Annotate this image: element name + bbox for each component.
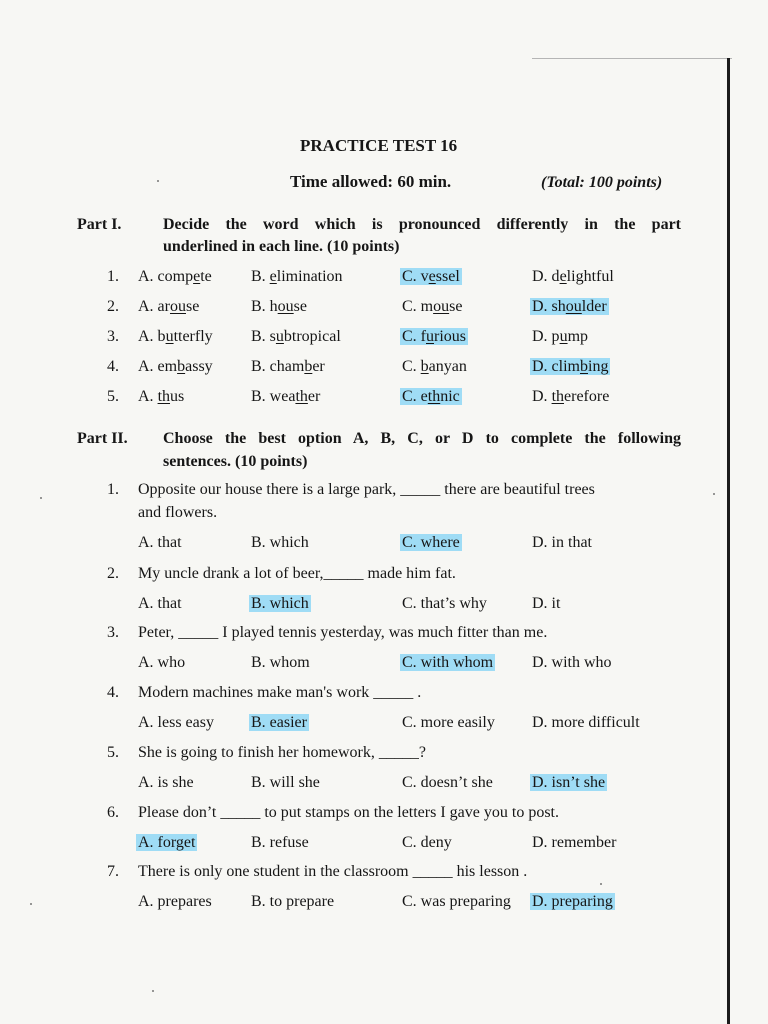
- option-text: C. doesn’t she: [402, 774, 493, 791]
- scan-speck: [600, 883, 602, 885]
- answer-option: [251, 652, 310, 674]
- option-text: A. less easy: [138, 714, 214, 731]
- scan-speck: [713, 493, 715, 495]
- option-suffix: er: [307, 388, 321, 405]
- underlined-part: e: [193, 268, 201, 285]
- underlined-part: b: [420, 358, 429, 375]
- option-suffix: anyan: [428, 358, 467, 375]
- pronunciation-option: [532, 266, 614, 288]
- question-text: Modern machines make man's work _____ .: [138, 684, 422, 701]
- option-text: [532, 388, 609, 405]
- answer-option: [532, 532, 592, 554]
- underlined-part: u: [275, 328, 284, 345]
- pronunciation-option: [138, 356, 213, 378]
- question-number: 6.: [107, 804, 119, 821]
- question-number: 3.: [107, 624, 119, 641]
- option-text: C. that’s why: [402, 595, 487, 612]
- time-allowed: Time allowed: 60 min.: [290, 172, 452, 191]
- answer-option: [251, 832, 309, 854]
- highlighted-answer: D. preparing: [532, 893, 613, 910]
- answer-option: [138, 772, 194, 794]
- pronunciation-option: [402, 266, 462, 288]
- answer-option: [532, 593, 560, 615]
- option-text: [138, 388, 184, 405]
- option-prefix: A. ar: [138, 298, 170, 315]
- option-text: A. prepares: [138, 893, 212, 910]
- highlighted-answer: [530, 298, 609, 315]
- option-suffix: ing: [588, 358, 609, 375]
- answer-option: [402, 891, 511, 913]
- option-suffix: er: [312, 358, 325, 375]
- highlighted-answer: C. where: [402, 534, 460, 551]
- underlined-part: b: [580, 358, 588, 375]
- option-text: A. that: [138, 534, 182, 551]
- highlighted-answer: B. easier: [251, 714, 307, 731]
- option-text: A. that: [138, 595, 182, 612]
- answer-option: [402, 532, 462, 554]
- pronunciation-option: [251, 356, 325, 378]
- pronunciation-option: [532, 296, 609, 318]
- pronunciation-option: [402, 386, 462, 408]
- underlined-part: th: [295, 388, 308, 405]
- option-text: C. was preparing: [402, 893, 511, 910]
- pronunciation-option: [138, 296, 199, 318]
- option-prefix: C.: [402, 358, 421, 375]
- question-number: 7.: [107, 863, 119, 880]
- answer-option: [532, 772, 607, 794]
- question-number: 5.: [107, 744, 119, 761]
- answer-option: [402, 652, 495, 674]
- option-prefix: D. p: [532, 328, 560, 345]
- answer-option: [138, 712, 214, 734]
- pronunciation-option: [251, 266, 343, 288]
- option-text: B. whom: [251, 654, 310, 671]
- option-suffix: te: [200, 268, 212, 285]
- answer-option: [532, 652, 612, 674]
- underlined-part: b: [304, 358, 313, 375]
- item-number: 5.: [107, 388, 119, 405]
- option-suffix: rious: [434, 328, 466, 345]
- part2-label: Part II.: [77, 430, 128, 447]
- option-text: [251, 328, 341, 345]
- highlighted-answer: [400, 328, 468, 345]
- pronunciation-option: [402, 356, 467, 378]
- option-prefix: D.: [532, 388, 552, 405]
- scan-speck: [40, 497, 42, 499]
- pronunciation-option: [402, 296, 462, 318]
- underlined-part: u: [426, 328, 434, 345]
- answer-option: [251, 532, 309, 554]
- page-title: PRACTICE TEST 16: [300, 136, 458, 155]
- question-text: Opposite our house there is a large park, _____ there are beautiful trees: [138, 481, 595, 498]
- option-suffix: se: [185, 298, 200, 315]
- pronunciation-option: [251, 296, 307, 318]
- option-text: [402, 298, 462, 315]
- underlined-part: u: [165, 328, 174, 345]
- option-suffix: se: [449, 298, 463, 315]
- underlined-part: ou: [277, 298, 294, 315]
- option-prefix: C. f: [402, 328, 426, 345]
- option-text: [138, 358, 213, 375]
- question-text: There is only one student in the classroom _____ his lesson .: [138, 863, 528, 880]
- item-number: 1.: [107, 268, 119, 285]
- answer-option: [532, 891, 615, 913]
- option-suffix: lder: [581, 298, 607, 315]
- highlighted-answer: C. with whom: [402, 654, 494, 671]
- option-suffix: erefore: [564, 388, 610, 405]
- option-suffix: se: [293, 298, 307, 315]
- item-number: 2.: [107, 298, 119, 315]
- answer-option: [402, 593, 487, 615]
- option-text: B. which: [251, 534, 309, 551]
- part2-instruction-cont: sentences. (10 points): [163, 453, 308, 470]
- option-suffix: mp: [567, 328, 589, 345]
- answer-option: [402, 772, 493, 794]
- pronunciation-option: [138, 266, 212, 288]
- question-number: 4.: [107, 684, 119, 701]
- pronunciation-option: [138, 386, 184, 408]
- option-prefix: D. d: [532, 268, 560, 285]
- pronunciation-option: [251, 326, 341, 348]
- option-text: B. refuse: [251, 834, 309, 851]
- option-text: D. in that: [532, 534, 592, 551]
- answer-option: [138, 832, 197, 854]
- item-number: 4.: [107, 358, 119, 375]
- option-prefix: B. cham: [251, 358, 305, 375]
- option-prefix: A. comp: [138, 268, 194, 285]
- underlined-part: ou: [565, 298, 582, 315]
- answer-option: [532, 712, 640, 734]
- option-text: D. remember: [532, 834, 617, 851]
- right-margin-line: [727, 58, 730, 1024]
- option-suffix: lightful: [566, 268, 614, 285]
- option-text: D. with who: [532, 654, 612, 671]
- option-text: [251, 268, 343, 285]
- answer-option: [138, 532, 182, 554]
- highlighted-answer: B. which: [251, 595, 309, 612]
- underlined-part: ou: [169, 298, 186, 315]
- underlined-part: e: [428, 268, 436, 285]
- scan-speck: [152, 990, 154, 992]
- option-prefix: C. e: [402, 388, 428, 405]
- highlighted-answer: [400, 388, 462, 405]
- answer-option: [138, 652, 185, 674]
- highlighted-answer: [400, 268, 462, 285]
- option-prefix: A. b: [138, 328, 166, 345]
- part1-instruction-cont: underlined in each line. (10 points): [163, 238, 400, 255]
- underlined-part: e: [559, 268, 567, 285]
- underlined-part: b: [177, 358, 186, 375]
- option-text: [402, 358, 467, 375]
- highlighted-answer: A. forget: [138, 834, 196, 851]
- answer-option: [402, 832, 452, 854]
- pronunciation-option: [532, 326, 588, 348]
- total-points: (Total: 100 points): [541, 174, 663, 191]
- option-prefix: A. em: [138, 358, 178, 375]
- option-text: [532, 328, 588, 345]
- option-suffix: nic: [440, 388, 460, 405]
- pronunciation-option: [402, 326, 468, 348]
- option-prefix: C. v: [402, 268, 429, 285]
- answer-option: [138, 891, 212, 913]
- question-text: Peter, _____ I played tennis yesterday, was much fitter than me.: [138, 624, 548, 641]
- option-text: C. more easily: [402, 714, 495, 731]
- question-text: My uncle drank a lot of beer,_____ made him fat.: [138, 565, 456, 582]
- answer-option: [402, 712, 495, 734]
- highlighted-answer: D. isn’t she: [532, 774, 606, 791]
- option-text: A. is she: [138, 774, 194, 791]
- answer-option: [138, 593, 182, 615]
- question-number: 2.: [107, 565, 119, 582]
- option-prefix: B. wea: [251, 388, 296, 405]
- pronunciation-option: [251, 386, 320, 408]
- option-text: [138, 328, 213, 345]
- underlined-part: th: [157, 388, 171, 405]
- question-text: She is going to finish her homework, _____?: [138, 744, 426, 761]
- option-prefix: D. clim: [532, 358, 580, 375]
- pronunciation-option: [138, 326, 213, 348]
- answer-option: [251, 712, 309, 734]
- option-text: B. to prepare: [251, 893, 335, 910]
- option-prefix: D. sh: [532, 298, 566, 315]
- highlighted-answer: [530, 358, 610, 375]
- pronunciation-option: [532, 386, 609, 408]
- option-text: C. deny: [402, 834, 452, 851]
- option-prefix: B. h: [251, 298, 278, 315]
- option-text: [251, 358, 325, 375]
- option-prefix: A.: [138, 388, 158, 405]
- underlined-part: e: [269, 268, 277, 285]
- underlined-part: th: [427, 388, 441, 405]
- option-prefix: C. m: [402, 298, 434, 315]
- option-text: [138, 268, 212, 285]
- underlined-part: ou: [433, 298, 450, 315]
- part2-instruction: Choose the best option A, B, C, or D to complete the following: [163, 430, 681, 447]
- question-number: 1.: [107, 481, 119, 498]
- underlined-part: th: [551, 388, 565, 405]
- option-text: D. more difficult: [532, 714, 640, 731]
- option-text: [251, 388, 320, 405]
- option-text: [138, 298, 199, 315]
- answer-option: [251, 772, 320, 794]
- option-suffix: btropical: [283, 328, 341, 345]
- pronunciation-option: [532, 356, 610, 378]
- option-text: [532, 268, 614, 285]
- part1-instruction: Decide the word which is pronounced differently in the part: [163, 216, 681, 233]
- option-suffix: limination: [276, 268, 343, 285]
- option-suffix: tterfly: [173, 328, 213, 345]
- item-number: 3.: [107, 328, 119, 345]
- scan-speck: [30, 903, 32, 905]
- option-text: D. it: [532, 595, 561, 612]
- option-prefix: B. s: [251, 328, 276, 345]
- option-prefix: B.: [251, 268, 270, 285]
- question-text-cont: and flowers.: [138, 504, 218, 521]
- option-text: A. who: [138, 654, 186, 671]
- underlined-part: u: [559, 328, 568, 345]
- option-suffix: assy: [185, 358, 213, 375]
- scan-speck: [157, 180, 159, 182]
- option-text: B. will she: [251, 774, 320, 791]
- answer-option: [532, 832, 616, 854]
- option-suffix: ssel: [435, 268, 460, 285]
- answer-option: [251, 593, 311, 615]
- option-text: [251, 298, 307, 315]
- answer-option: [251, 891, 334, 913]
- top-edge-line: [532, 58, 732, 59]
- part1-label: Part I.: [77, 216, 122, 233]
- option-suffix: us: [170, 388, 185, 405]
- question-text: Please don’t _____ to put stamps on the letters I gave you to post.: [138, 804, 559, 821]
